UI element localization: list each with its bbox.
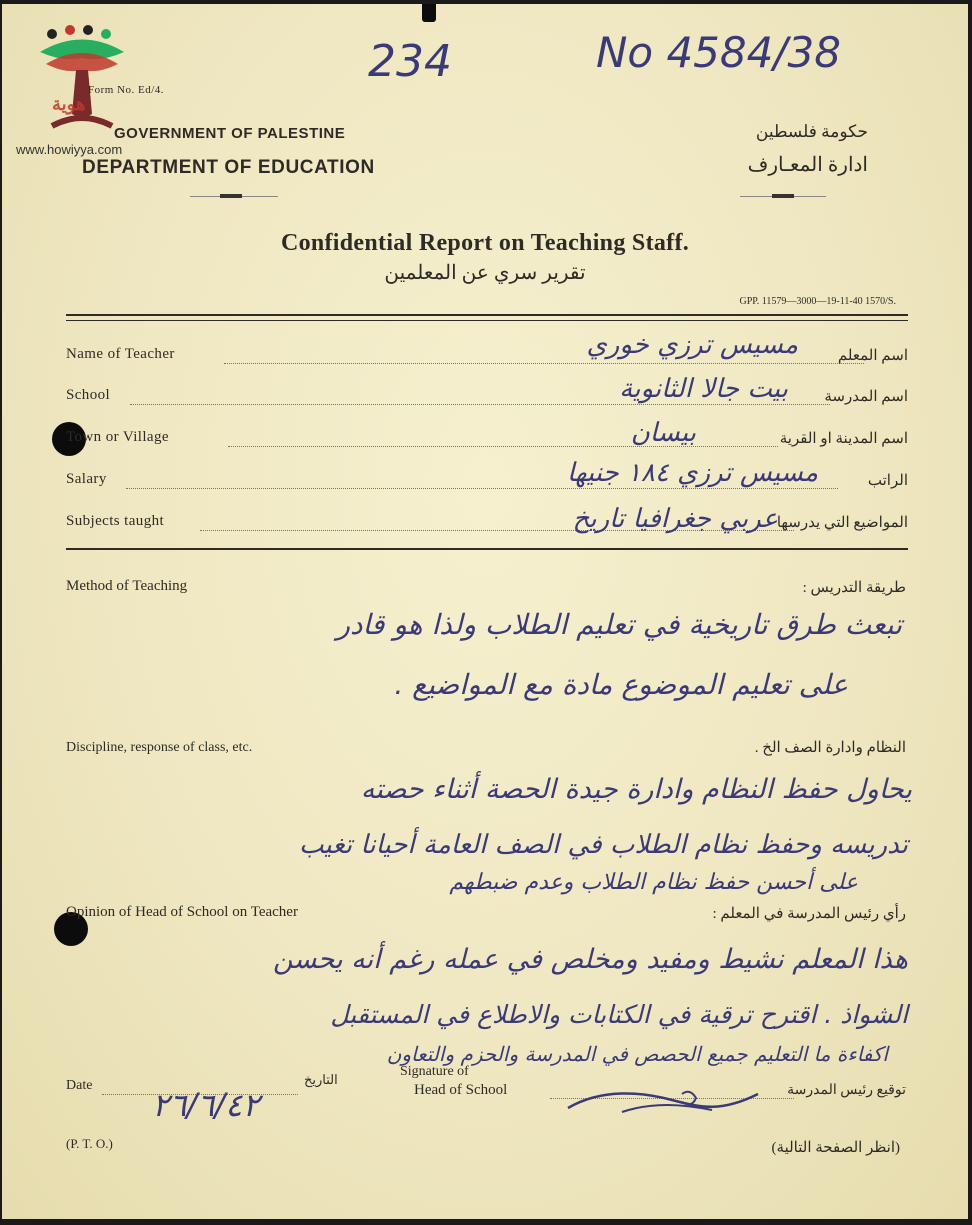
report-title: Confidential Report on Teaching Staff.	[280, 230, 690, 256]
discipline-text-line: على أحسن حفظ نظام الطلاب وعدم ضبطهم	[449, 870, 858, 895]
field-value-school: بيت جالا الثانوية	[619, 374, 788, 404]
signature-label-head: Head of School	[414, 1082, 508, 1098]
field-label-name-arabic: اسم المعلم	[837, 348, 908, 364]
field-dots	[130, 404, 830, 405]
watermark-url: www.howiyya.com	[16, 142, 123, 157]
handwritten-folio-number: 234	[368, 36, 452, 87]
form-number: Form No. Ed/4.	[88, 84, 165, 96]
top-rule-thin	[66, 320, 908, 321]
print-reference: GPP. 11579—3000—19-11-40 1570/S.	[739, 296, 896, 307]
department-title: DEPARTMENT OF EDUCATION	[82, 157, 375, 178]
field-label-salary-arabic: الراتب	[867, 473, 908, 489]
opinion-label-arabic: رأي رئيس المدرسة في المعلم :	[712, 906, 906, 922]
government-title: GOVERNMENT OF PALESTINE	[114, 125, 346, 142]
watermark-arabic: هوية	[52, 94, 86, 114]
header-divider-left-mark	[220, 194, 242, 198]
discipline-label-arabic: النظام وادارة الصف الخ .	[754, 740, 906, 756]
field-label-school-arabic: اسم المدرسة	[824, 389, 908, 405]
watermark-logo	[32, 22, 132, 142]
method-label: Method of Teaching	[66, 578, 188, 594]
please-turn-over: (P. T. O.)	[66, 1136, 113, 1151]
report-title-arabic: تقرير سري عن المعلمين	[384, 262, 586, 284]
discipline-text-line: تدريسه وحفظ نظام الطلاب في الصف العامة أحيانا تغيب	[299, 830, 908, 860]
tree-logo-icon	[32, 22, 132, 142]
method-text-line: تبعث طرق تاريخية في تعليم الطلاب ولذا هو قادر	[336, 608, 902, 641]
field-value-salary: مسيس ترزي ١٨٤ جنيها	[567, 458, 818, 488]
field-label-name: Name of Teacher	[66, 346, 175, 362]
field-value-name: مسيس ترزي خوري	[586, 330, 798, 360]
signature-label-arabic: توقيع رئيس المدرسة	[787, 1083, 906, 1098]
top-rule-thick	[66, 314, 908, 316]
date-label: Date	[66, 1078, 93, 1093]
date-label-arabic: التاريخ	[304, 1072, 338, 1087]
opinion-text-line: اكفاءة ما التعليم جميع الحصص في المدرسة والحزم والتعاون	[386, 1042, 888, 1066]
see-next-page-arabic: (انظر الصفحة التالية)	[771, 1140, 900, 1156]
field-label-salary: Salary	[66, 471, 107, 487]
government-title-arabic: حكومة فلسطين	[755, 122, 868, 141]
date-value: ٢٦/٦/٤٢	[152, 1086, 260, 1124]
field-label-subjects: Subjects taught	[66, 513, 165, 529]
signature-label: Signature of	[400, 1064, 469, 1079]
field-dots	[224, 363, 864, 364]
fields-bottom-rule	[66, 548, 908, 550]
signature-scribble	[562, 1082, 762, 1118]
signature-stroke-icon	[562, 1082, 762, 1118]
top-ink-mark	[422, 4, 436, 22]
opinion-label: Opinion of Head of School on Teacher	[66, 904, 298, 920]
field-label-subjects-arabic: المواضيع التي يدرسها	[776, 515, 908, 531]
discipline-label: Discipline, response of class, etc.	[66, 740, 253, 755]
department-title-arabic: ادارة المعـارف	[747, 154, 868, 176]
opinion-text-line: هذا المعلم نشيط ومفيد ومخلص في عمله رغم أنه يحسن	[273, 944, 908, 975]
field-dots	[126, 488, 838, 489]
handwritten-reference-number: No 4584/38	[596, 28, 841, 77]
field-label-town: Town or Village	[66, 429, 169, 445]
opinion-text-line: الشواذ . اقترح ترقية في الكتابات والاطلاع في المستقبل	[330, 1000, 908, 1029]
discipline-text-line: يحاول حفظ النظام وادارة جيدة الحصة أثناء حصته	[360, 774, 912, 805]
method-label-arabic: طريقة التدريس :	[802, 580, 906, 596]
report-page	[2, 4, 968, 1219]
field-value-subjects: عربي جغرافيا تاريخ	[572, 504, 778, 534]
field-label-school: School	[66, 387, 111, 403]
method-text-line: على تعليم الموضوع مادة مع المواضيع .	[394, 668, 848, 701]
field-value-town: بيسان	[630, 418, 696, 448]
field-label-town-arabic: اسم المدينة او القرية	[779, 431, 908, 447]
header-divider-right-mark	[772, 194, 794, 198]
